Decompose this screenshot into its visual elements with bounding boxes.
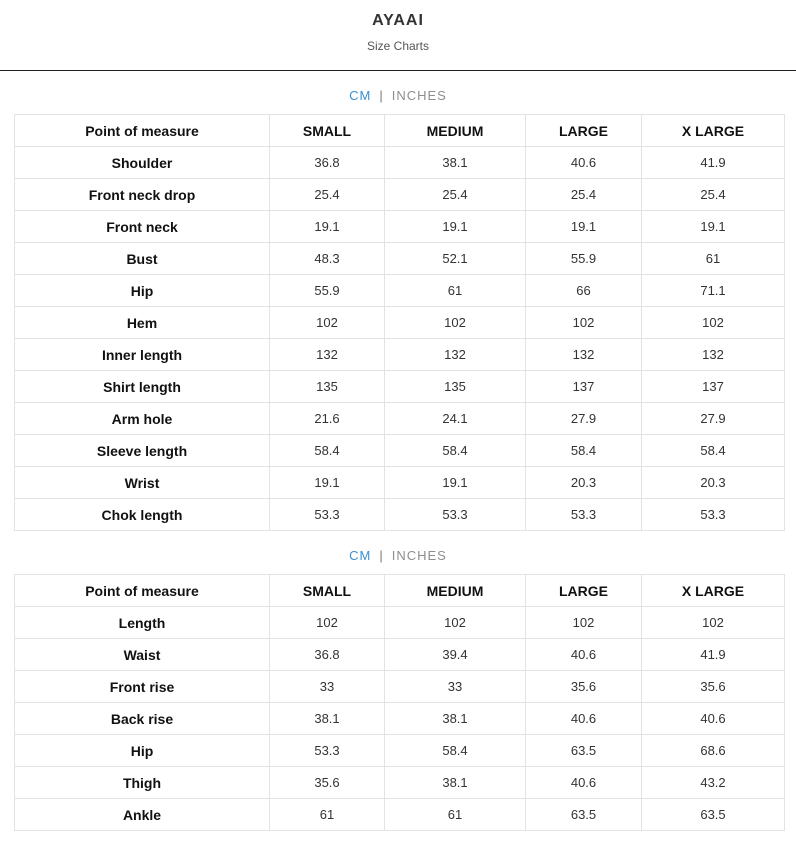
unit-separator: |: [379, 548, 384, 563]
table-cell: 137: [642, 371, 785, 403]
table-cell: 40.6: [526, 767, 642, 799]
page-subtitle: Size Charts: [366, 39, 430, 53]
measure-label: Arm hole: [15, 403, 270, 435]
table-cell: 19.1: [642, 211, 785, 243]
table-cell: 53.3: [526, 499, 642, 531]
column-header: SMALL: [270, 115, 385, 147]
table-cell: 38.1: [270, 703, 385, 735]
table-cell: 53.3: [270, 499, 385, 531]
measure-label: Front neck: [15, 211, 270, 243]
table-cell: 53.3: [642, 499, 785, 531]
table-cell: 102: [385, 307, 526, 339]
table-cell: 25.4: [385, 179, 526, 211]
measure-label: Ankle: [15, 799, 270, 831]
measure-label: Bust: [15, 243, 270, 275]
table-cell: 66: [526, 275, 642, 307]
table-row: [15, 371, 785, 403]
table-cell: 40.6: [526, 703, 642, 735]
measure-label: Hem: [15, 307, 270, 339]
column-header: MEDIUM: [385, 115, 526, 147]
table-cell: 132: [642, 339, 785, 371]
measure-label: Back rise: [15, 703, 270, 735]
unit-toggle: [0, 86, 796, 106]
table-cell: 38.1: [385, 767, 526, 799]
table-cell: 27.9: [526, 403, 642, 435]
table-header-row: [15, 115, 785, 147]
table-cell: 33: [385, 671, 526, 703]
table-cell: 38.1: [385, 703, 526, 735]
page-header: [0, 0, 796, 71]
size-table-bottom: [14, 574, 785, 831]
brand-title: AYAAI: [372, 12, 424, 29]
table-cell: 58.4: [526, 435, 642, 467]
table-cell: 63.5: [642, 799, 785, 831]
table-cell: 63.5: [526, 735, 642, 767]
table-cell: 36.8: [270, 147, 385, 179]
table-cell: 55.9: [526, 243, 642, 275]
measure-label: Hip: [15, 275, 270, 307]
measure-label: Length: [15, 607, 270, 639]
table-cell: 43.2: [642, 767, 785, 799]
unit-cm-button[interactable]: CM: [349, 88, 372, 103]
column-header: LARGE: [526, 115, 642, 147]
table-cell: 35.6: [526, 671, 642, 703]
table-cell: 61: [270, 799, 385, 831]
measure-label: Shoulder: [15, 147, 270, 179]
table-cell: 52.1: [385, 243, 526, 275]
table-row: [15, 799, 785, 831]
table-cell: 55.9: [270, 275, 385, 307]
table-row: [15, 703, 785, 735]
table-cell: 58.4: [270, 435, 385, 467]
table-row: [15, 435, 785, 467]
table-row: [15, 403, 785, 435]
table-cell: 102: [385, 607, 526, 639]
measure-label: Wrist: [15, 467, 270, 499]
table-cell: 40.6: [642, 703, 785, 735]
column-header: X LARGE: [642, 115, 785, 147]
table-cell: 58.4: [385, 735, 526, 767]
table-cell: 102: [642, 607, 785, 639]
table-cell: 40.6: [526, 639, 642, 671]
table-cell: 33: [270, 671, 385, 703]
table-cell: 25.4: [526, 179, 642, 211]
table-row: [15, 275, 785, 307]
table-cell: 102: [526, 307, 642, 339]
table-cell: 53.3: [270, 735, 385, 767]
unit-cm-button[interactable]: CM: [349, 548, 372, 563]
table-cell: 40.6: [526, 147, 642, 179]
table-row: [15, 147, 785, 179]
table-cell: 58.4: [642, 435, 785, 467]
measure-label: Sleeve length: [15, 435, 270, 467]
unit-toggle: [0, 546, 796, 566]
table-cell: 132: [526, 339, 642, 371]
table-cell: 61: [385, 275, 526, 307]
table-row: [15, 767, 785, 799]
table-cell: 19.1: [270, 211, 385, 243]
table-row: [15, 607, 785, 639]
column-header: Point of measure: [15, 115, 270, 147]
table-row: [15, 671, 785, 703]
table-cell: 135: [385, 371, 526, 403]
table-cell: 19.1: [385, 467, 526, 499]
unit-inches-button[interactable]: INCHES: [391, 88, 447, 103]
table-cell: 102: [270, 307, 385, 339]
table-cell: 102: [270, 607, 385, 639]
table-row: [15, 211, 785, 243]
table-row: [15, 179, 785, 211]
unit-inches-button[interactable]: INCHES: [391, 548, 447, 563]
table-cell: 61: [642, 243, 785, 275]
table-cell: 132: [385, 339, 526, 371]
table-cell: 38.1: [385, 147, 526, 179]
table-row: [15, 339, 785, 371]
table-cell: 24.1: [385, 403, 526, 435]
measure-label: Front rise: [15, 671, 270, 703]
column-header: Point of measure: [15, 575, 270, 607]
table-cell: 41.9: [642, 147, 785, 179]
table-cell: 63.5: [526, 799, 642, 831]
table-cell: 19.1: [526, 211, 642, 243]
size-table-top: [14, 114, 785, 531]
table-row: [15, 307, 785, 339]
table-cell: 58.4: [385, 435, 526, 467]
measure-label: Hip: [15, 735, 270, 767]
table-row: [15, 243, 785, 275]
table-row: [15, 499, 785, 531]
table-cell: 102: [526, 607, 642, 639]
table-cell: 36.8: [270, 639, 385, 671]
table-cell: 102: [642, 307, 785, 339]
table-cell: 19.1: [270, 467, 385, 499]
table-cell: 41.9: [642, 639, 785, 671]
measure-label: Thigh: [15, 767, 270, 799]
table-cell: 21.6: [270, 403, 385, 435]
measure-label: Waist: [15, 639, 270, 671]
table-cell: 25.4: [270, 179, 385, 211]
table-cell: 25.4: [642, 179, 785, 211]
table-cell: 48.3: [270, 243, 385, 275]
table-cell: 39.4: [385, 639, 526, 671]
column-header: MEDIUM: [385, 575, 526, 607]
table-row: [15, 735, 785, 767]
table-header-row: [15, 575, 785, 607]
table-cell: 20.3: [526, 467, 642, 499]
table-cell: 27.9: [642, 403, 785, 435]
table-cell: 61: [385, 799, 526, 831]
table-cell: 68.6: [642, 735, 785, 767]
table-cell: 35.6: [642, 671, 785, 703]
table-cell: 132: [270, 339, 385, 371]
unit-separator: |: [379, 88, 384, 103]
measure-label: Shirt length: [15, 371, 270, 403]
column-header: LARGE: [526, 575, 642, 607]
table-cell: 71.1: [642, 275, 785, 307]
measure-label: Front neck drop: [15, 179, 270, 211]
column-header: SMALL: [270, 575, 385, 607]
table-cell: 135: [270, 371, 385, 403]
measure-label: Chok length: [15, 499, 270, 531]
table-row: [15, 467, 785, 499]
table-cell: 53.3: [385, 499, 526, 531]
table-cell: 19.1: [385, 211, 526, 243]
measure-label: Inner length: [15, 339, 270, 371]
column-header: X LARGE: [642, 575, 785, 607]
table-cell: 137: [526, 371, 642, 403]
table-row: [15, 639, 785, 671]
table-cell: 20.3: [642, 467, 785, 499]
table-cell: 35.6: [270, 767, 385, 799]
